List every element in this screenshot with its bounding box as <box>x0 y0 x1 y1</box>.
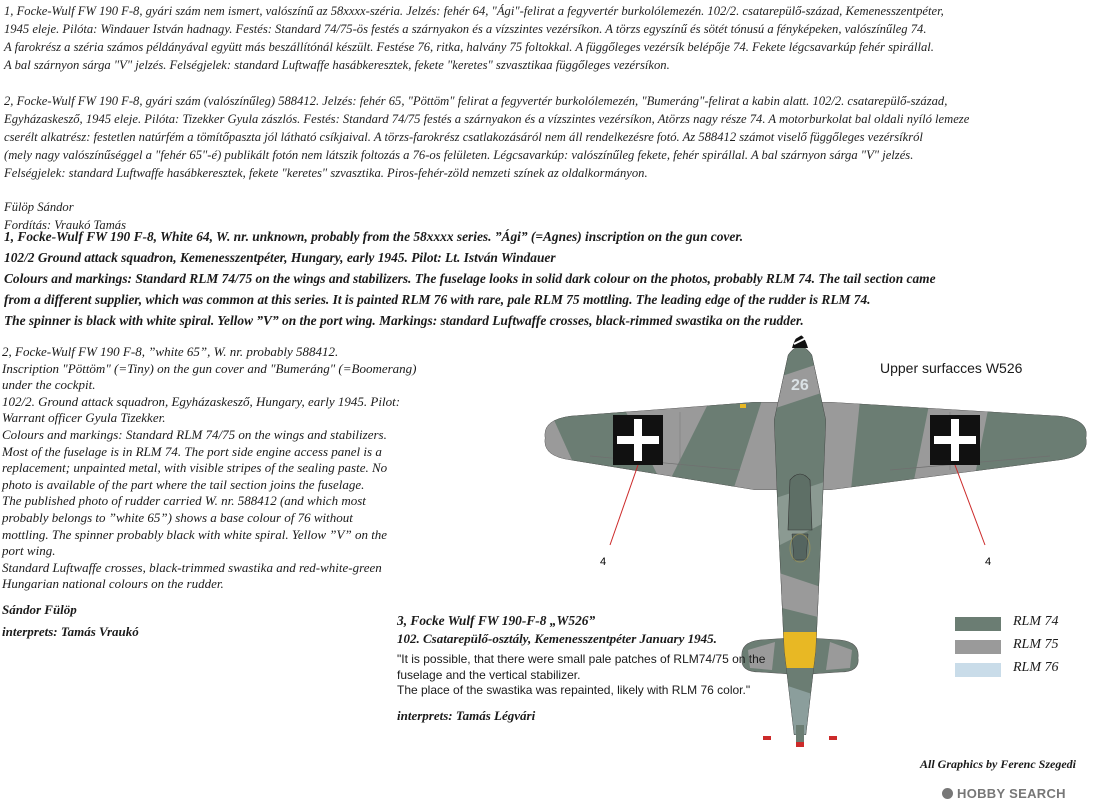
tail-red-mark <box>763 736 771 740</box>
aircraft-3-caption <box>397 612 817 724</box>
legend-label: RLM 75 <box>1013 637 1059 652</box>
en1-line: Colours and markings: Standard RLM 74/75 on the wings and stabilizers. The fuselage looks in solid dark colour on the photos, probably RLM 74. The tail section came <box>4 271 936 286</box>
graphics-credit: All Graphics by Ferenc Szegedi <box>920 757 1076 771</box>
hobby-search-logo-icon <box>942 788 953 799</box>
en2-line: Most of the fuselage is in RLM 74. The port side engine access panel is a <box>2 443 382 459</box>
hu-line: A farokrész a széria számos példányával együtt más beszállítónál készült. Festése 76, ritka, halvány 75 foltokkal. A függőleges vezérsík belépője 74. Fekete légcsavarkúp fehér spirállal. <box>4 40 934 54</box>
en2-line: 2, Focke-Wulf FW 190 F-8, ”white 65”, W. nr. probably 588412. <box>2 344 339 359</box>
hungarian-entry-2 <box>4 92 1096 182</box>
caption-title: 3, Focke Wulf FW 190-F-8 „W526” <box>397 613 596 628</box>
legend-item <box>955 660 1075 683</box>
en2-line: port wing. <box>2 543 56 559</box>
en2-line: Inscription "Pöttöm" (=Tiny) on the gun cover and "Bumeráng" (=Boomerang) <box>2 360 417 376</box>
callout-line-starboard <box>955 465 985 545</box>
callout-number-starboard: 4 <box>985 556 992 568</box>
balkenkreuz-port <box>613 415 663 465</box>
legend-item <box>955 614 1075 637</box>
upper-surfaces-label: Upper surfacces W526 <box>880 360 1023 376</box>
quote-line: The place of the swastika was repainted, likely with RLM 76 color." <box>397 683 751 697</box>
hobby-search-watermark <box>942 786 1066 801</box>
en1-line: from a different supplier, which was common at this series. It is painted RLM 76 with rare, pale RLM 75 mottling. The leading edge of the rudder is RLM 74. <box>4 292 871 307</box>
rudder-red-tip <box>796 742 804 747</box>
hu-line: 1, Focke-Wulf FW 190 F-8, gyári szám nem ismert, valószínű az 58xxxx-széria. Jelzés: fehér 64, "Ági"-felirat a fegyvertér burkolólemezén. 102/2. csatarepülő-század, Kemenesszentpéter, <box>4 4 944 18</box>
legend-label: RLM 74 <box>1013 614 1059 629</box>
english-entry-2 <box>2 344 512 643</box>
legend-swatch-rlm76 <box>955 663 1001 677</box>
en2-line: under the cockpit. <box>2 377 96 393</box>
callout-number-port: 4 <box>600 556 607 568</box>
quote-line: fuselage and the vertical stabilizer. <box>397 667 581 682</box>
hu-line: 2, Focke-Wulf FW 190 F-8, gyári szám (valószínűleg) 588412. Jelzés: fehér 65, "Pöttöm" felirat a fegyvertér burkolólemezén, "Bumeráng"-felirat a kabin alatt. 102/2. csatarepülő-század, <box>4 94 948 108</box>
en-interpreter: interprets: Tamás Vraukó <box>2 623 139 639</box>
en2-line: 102/2. Ground attack squadron, Egyházaskesző, Hungary, early 1945. Pilot: <box>2 393 401 409</box>
hu-line: 1945 eleje. Pilóta: Windauer István hadnagy. Festés: Standard 74/75-ös festés a szárnyakon és a vízszintes vezérsíkon. A törzs egyszínű és sötét tónusú a fényképeken, valószínűleg 74. <box>4 22 927 36</box>
en1-line: 1, Focke-Wulf FW 190 F-8, White 64, W. nr. unknown, probably from the 58xxxx series. ”Ági” (=Agnes) inscription on the gun cover. <box>4 229 744 244</box>
hu-line: Egyházaskesző, 1945 eleje. Pilóta: Tizekker Gyula zászlós. Festés: Standard 74/75 festés a szárnyakon és a vízszintes vezérsíkon, Atörzs nagy része 74. A motorburkolat bal oldali nyíló lemeze <box>4 112 970 126</box>
en2-line: photo is available of the part where the tail section joins the fuselage. <box>2 476 365 492</box>
en2-line: Standard Luftwaffe crosses, black-trimmed swastika and red-white-green <box>2 559 382 575</box>
spinner <box>792 332 808 348</box>
hu-author: Fülöp Sándor <box>4 200 74 214</box>
en2-line: The published photo of rudder carried W. nr. 588412 (and which most <box>2 493 366 509</box>
callout-line-port <box>610 465 638 545</box>
en2-line: replacement; unpainted metal, with visible stripes of the sealing paste. No <box>2 460 388 476</box>
hu-line: cserélt alkatrész: festetlen natúrfém a tömítőpaszta jól látható csíkjaival. A törzs-farokrész csatlakozásáról nem áll rendelkezésre fotó. Az 588412 számot viselő függőleges vezérsíkról <box>4 130 923 144</box>
en2-line: Colours and markings: Standard RLM 74/75 on the wings and stabilizers. <box>2 426 387 442</box>
english-entry-1 <box>4 226 1096 331</box>
en2-line: probably belongs to ”white 65”) shows a base colour of 76 without <box>2 509 353 525</box>
quote-line: "It is possible, that there were small pale patches of RLM74/75 on the <box>397 652 766 666</box>
en2-line: Warrant officer Gyula Tizekker. <box>2 410 166 426</box>
caption-subtitle: 102. Csatarepülő-osztály, Kemenesszentpéter January 1945. <box>397 631 717 646</box>
legend-label: RLM 76 <box>1013 660 1059 675</box>
hu-line: A bal szárnyon sárga "V" jelzés. Felségjelek: standard Luftwaffe hasábkeresztek, fekete "keretes" szvasztikaa függőleges vezérsíkon. <box>4 58 670 72</box>
balkenkreuz-starboard <box>930 415 980 465</box>
legend-item <box>955 637 1075 660</box>
en1-line: The spinner is black with white spiral. Yellow ”V” on the port wing. Markings: standard Luftwaffe crosses, black-rimmed swastika on the rudder. <box>4 313 804 328</box>
hungarian-entry-1 <box>4 2 1096 74</box>
legend-swatch-rlm74 <box>955 617 1001 631</box>
en2-line: mottling. The spinner probably black with white spiral. Yellow ”V” on the <box>2 526 388 542</box>
hu-line: Felségjelek: standard Luftwaffe hasábkeresztek, fekete "keretes" szvasztika. Piros-fehér-zöld nemzeti színek az oldalkormányon. <box>4 166 648 180</box>
hu-line: (mely nagy valószínűséggel a "fehér 65"-é) publikált fotón nem látszik foltozás a 76-os felületen. Légcsavarkúp: valószínűleg fekete, fehér spirállal. A bal szárnyon sárga "V" jelzés. <box>4 148 914 162</box>
hungarian-text <box>4 2 1096 234</box>
legend-swatch-rlm75 <box>955 640 1001 654</box>
caption-interpreter: interprets: Tamás Légvári <box>397 707 536 723</box>
wing-yellow-mark <box>740 404 746 408</box>
caption-quote <box>397 652 817 699</box>
watermark-text: HOBBY SEARCH <box>957 786 1066 801</box>
tail-red-mark <box>829 736 837 740</box>
en1-line: 102/2 Ground attack squadron, Kemenesszentpéter, Hungary, early 1945. Pilot: Lt. István Windauer <box>4 250 556 265</box>
en2-line: Hungarian national colours on the rudder. <box>2 576 224 592</box>
fuselage-number-marking: 26 <box>791 377 809 394</box>
en-author: Sándor Fülöp <box>2 601 77 617</box>
hu-translator: Fordítás: Vraukó Tamás <box>4 218 126 232</box>
colour-legend <box>955 614 1075 683</box>
